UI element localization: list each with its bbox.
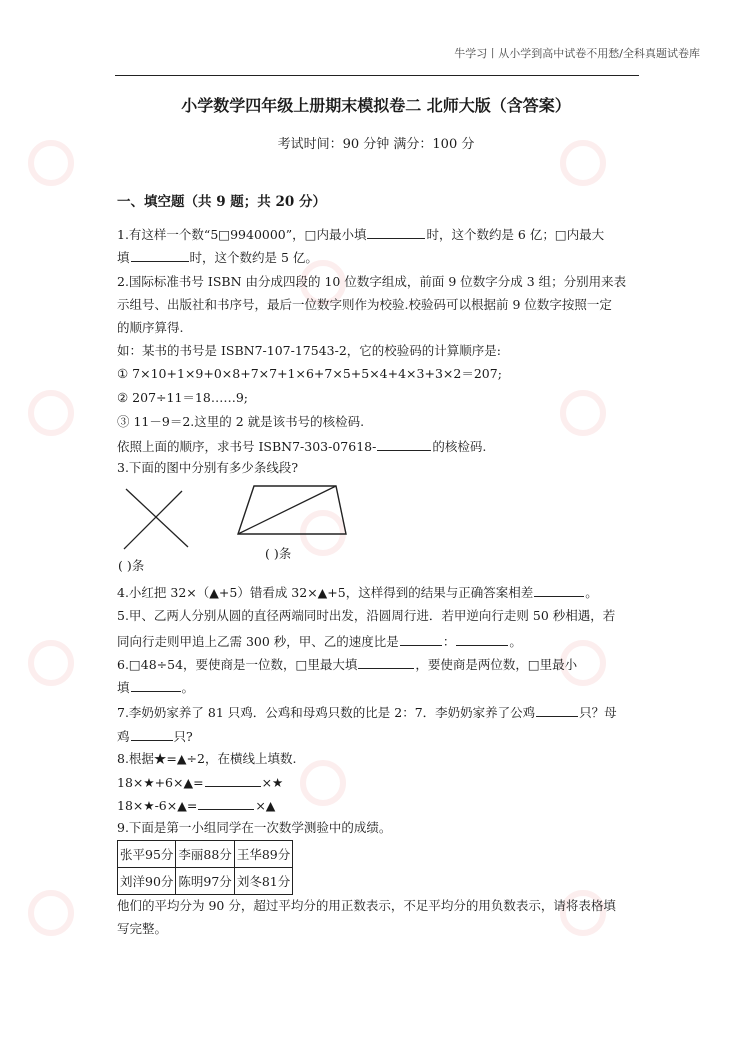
watermark-logo [28,890,74,936]
question-2-line-6: ② 207÷11＝18……9; [117,390,248,405]
question-2-line-7: ③ 11－9＝2.这里的 2 就是该书号的核检码. [117,414,365,429]
question-2-line-4: 如：某书的书号是 ISBN7-107-17543-2，它的校验码的计算顺序是: [117,343,502,358]
question-2-line-5: ① 7×10+1×9+0×8+7×7+1×6+7×5+5×4+4×3+3×2＝207; [117,366,502,381]
table-row [118,841,293,868]
table-row [118,868,293,895]
figure-2-answer[interactable]: ( )条 [265,546,292,561]
answer-blank[interactable] [358,656,414,669]
answer-blank[interactable] [205,774,261,787]
page-title: 小学数学四年级上册期末模拟卷二 北师大版（含答案） [181,96,571,115]
question-5-line-1: 5.甲、乙两人分别从圆的直径两端同时出发，沿圆周行进．若甲逆向行走则 50 秒相遇，若 [117,608,616,623]
question-2-line-1: 2.国际标准书号 ISBN 由分成四段的 10 位数字组成，前面 9 位数字分成 3 组；分别用来表 [117,274,627,289]
question-4: 4.小红把 32×（▲+5）错看成 32×▲+5，这样得到的结果与正确答案相差 。 [117,585,598,600]
watermark-logo [300,760,346,806]
score-table [117,840,293,895]
question-2-line-8: 依照上面的顺序，求书号 ISBN7-303-07618- 的核检码. [117,439,487,454]
watermark-logo [560,390,606,436]
question-8-line-1: 8.根据★=▲÷2，在横线上填数. [117,751,297,766]
diagonal-segment [238,486,336,534]
answer-blank[interactable] [400,633,442,646]
question-2-line-3: 的顺序算得. [117,320,184,335]
answer-blank[interactable] [456,633,508,646]
question-8-line-3: 18×★-6×▲= ×▲ [117,798,276,813]
answer-blank[interactable] [536,704,578,717]
answer-blank[interactable] [534,584,584,597]
question-1-line-2: 填 时，这个数约是 5 亿。 [117,250,318,265]
question-9-line-2: 他们的平均分为 90 分，超过平均分的用正数表示，不足平均分的用负数表示，请将表格填 [117,898,616,913]
question-9-line-3: 写完整。 [117,921,168,936]
segment [124,491,182,549]
table-cell[interactable]: 张平95分 [118,841,176,868]
question-5-line-2: 同向行走则甲追上乙需 300 秒，甲、乙的速度比是 ： 。 [117,634,522,649]
table-cell[interactable]: 陈明97分 [176,868,234,895]
question-1-line-1: 1.有这样一个数“5□9940000”，□内最小填 时，这个数约是 6 亿；□内最大 [117,227,605,242]
answer-blank[interactable] [367,226,425,239]
table-cell[interactable]: 刘冬81分 [234,868,292,895]
answer-blank[interactable] [131,249,189,262]
question-3-text: 3.下面的图中分别有多少条线段? [117,460,299,475]
watermark-logo [28,390,74,436]
exam-info: 考试时间：90 分钟 满分：100 分 [277,137,475,152]
figure-1-answer[interactable]: ( )条 [118,558,145,573]
answer-blank[interactable] [377,438,431,451]
answer-blank[interactable] [198,797,254,810]
table-cell[interactable]: 王华89分 [234,841,292,868]
question-6-line-1: 6.□48÷54，要使商是一位数，□里最大填 ，要使商是两位数，□里最小 [117,657,578,672]
question-2-line-2: 示组号、出版社和书序号，最后一位数字则作为校验.校验码可以根据前 9 位数字按照一定 [117,297,612,312]
answer-blank[interactable] [131,728,173,741]
trapezoid-outline [238,486,346,534]
header-divider [115,75,639,76]
question-6-line-2: 填 。 [117,680,195,695]
section-heading: 一、填空题（共 9 题；共 20 分） [117,194,326,210]
figure-trapezoid [232,482,352,538]
answer-blank[interactable] [131,679,181,692]
question-7-line-1: 7.李奶奶家养了 81 只鸡．公鸡和母鸡只数的比是 2：7．李奶奶家养了公鸡 只？母 [117,705,617,720]
watermark-logo [28,640,74,686]
question-8-line-2: 18×★+6×▲= ×★ [117,775,284,790]
table-cell[interactable]: 李丽88分 [176,841,234,868]
site-header: 牛学习丨从小学到高中试卷不用愁/全科真题试卷库 [454,47,700,60]
question-7-line-2: 鸡 只? [117,729,193,744]
question-9-text: 9.下面是第一小组同学在一次数学测验中的成绩。 [117,820,392,835]
figure-crossed-lines [118,485,198,551]
table-cell[interactable]: 刘洋90分 [118,868,176,895]
